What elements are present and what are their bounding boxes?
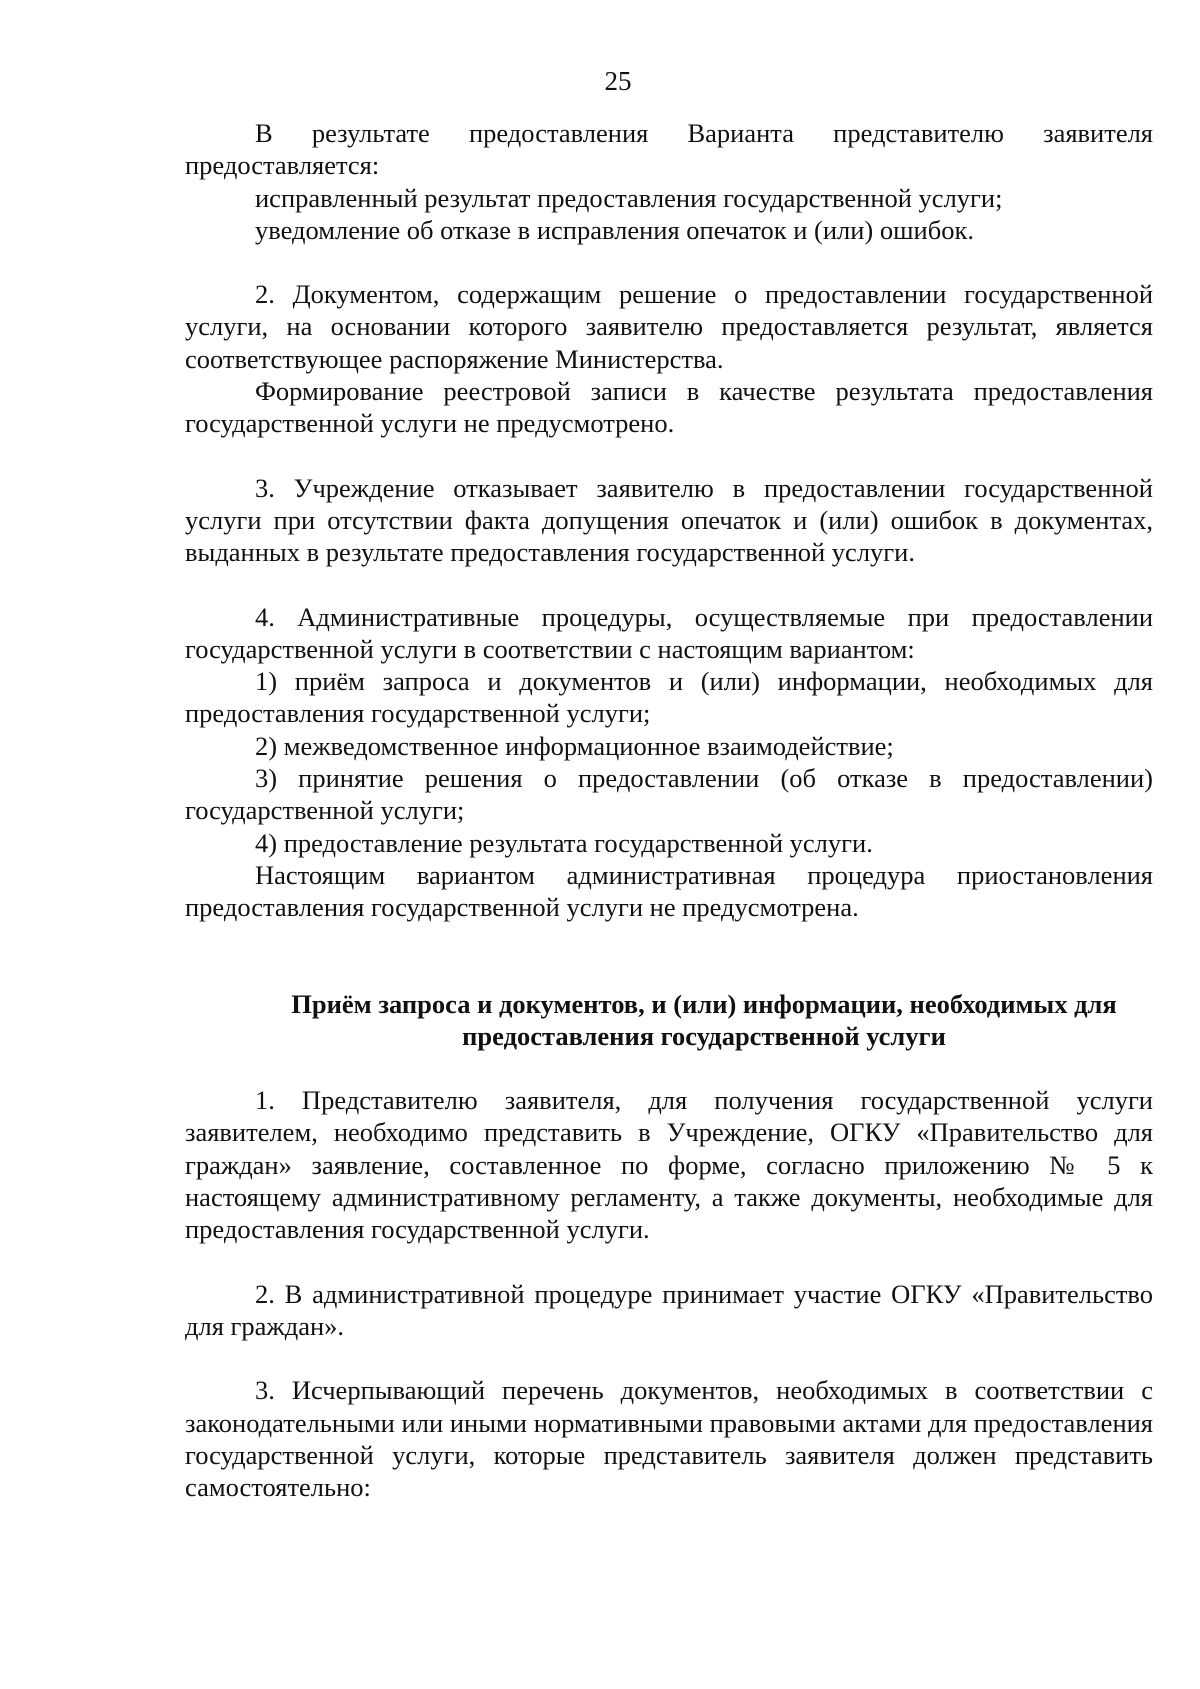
paragraph-procedure-1: 1) приём запроса и документов и (или) информации, необходимых для предоставления государственной услуги; <box>185 666 1153 729</box>
spacer <box>185 1342 1153 1374</box>
spacer <box>185 569 1153 601</box>
paragraph-result-item-2: уведомление об отказе в исправления опечаток и (или) ошибок. <box>255 214 974 245</box>
spacer <box>185 1052 1153 1084</box>
spacer <box>185 246 1153 278</box>
paragraph-section-point-2: 2. В административной процедуре принимает участие ОГКУ «Правительство для граждан». <box>185 1278 1153 1341</box>
paragraph-section-point-1: 1. Представителю заявителя, для получения государственной услуги заявителем, необходимо представить в Учреждение, ОГКУ «Правительство для граждан» заявление, составленное по форме, согласно приложению № 5 к настоящему административному регламенту, а также документы, необходимые для предоставления государственной услуги. <box>185 1085 1153 1245</box>
section-heading-line-1: Приём запроса и документов, и (или) информации, необходимых для <box>291 988 1117 1019</box>
paragraph-procedure-2: 2) межведомственное информационное взаимодействие; <box>255 730 894 761</box>
paragraph-section-point-3: 3. Исчерпывающий перечень документов, необходимых в соответствии с законодательными или иными нормативными правовыми актами для предоставления государственной услуги, которые представитель заявителя должен представить самостоятельно: <box>185 1375 1153 1503</box>
spacer <box>185 440 1153 472</box>
paragraph-procedure-4: 4) предоставление результата государственной услуги. <box>255 827 873 858</box>
page-content <box>185 117 1153 1503</box>
page-number: 25 <box>604 66 632 96</box>
spacer <box>185 1246 1153 1278</box>
section-heading-line-2: предоставления государственной услуги <box>462 1020 946 1051</box>
paragraph-result-item-1: исправленный результат предоставления государственной услуги; <box>255 182 1003 213</box>
paragraph-procedure-3: 3) принятие решения о предоставлении (об отказе в предоставлении) государственной услуги; <box>185 763 1153 826</box>
paragraph-point-4: 4. Административные процедуры, осуществляемые при предоставлении государственной услуги в соответствии с настоящим вариантом: <box>185 601 1153 664</box>
paragraph-registry-record: Формирование реестровой записи в качестве результата предоставления государственной услуги не предусмотрено. <box>185 376 1153 439</box>
section-heading <box>185 988 1153 1053</box>
spacer <box>185 924 1153 988</box>
paragraph-no-suspension: Настоящим вариантом административная процедура приостановления предоставления государственной услуги не предусмотрена. <box>185 859 1153 923</box>
paragraph-point-2: 2. Документом, содержащим решение о предоставлении государственной услуги, на основании которого заявителю предоставляется результат, является соответствующее распоряжение Министерства. <box>185 279 1153 374</box>
paragraph-point-3: 3. Учреждение отказывает заявителю в предоставлении государственной услуги при отсутствии факта допущения опечаток и (или) ошибок в документах, выданных в результате предоставления государственной услуги. <box>185 472 1153 568</box>
paragraph-result-intro: В результате предоставления Варианта представителю заявителя предоставляется: <box>185 118 1153 181</box>
